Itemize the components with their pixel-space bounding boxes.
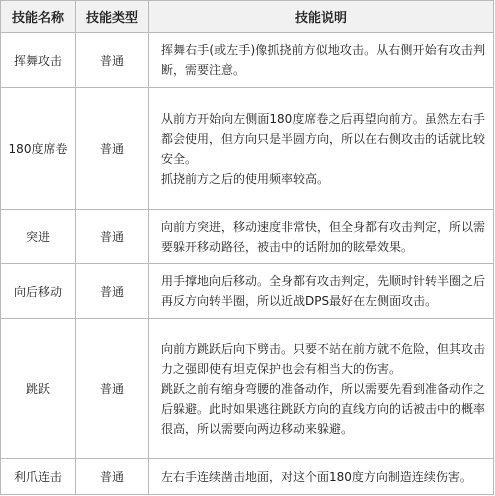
description-paragraph: 向前方跳跃后向下劈击。只要不站在前方就不危险，但其攻击力之强即使有坦克保护也会有相当大的伤害。 [161, 341, 486, 376]
description-paragraph: 用手撑地向后移动。全身都有攻击判定，先顺时针转半圈之后再反方向转半圈，所以近战DPS最好在左侧面攻击。 [161, 274, 486, 308]
skill-type: 普通 [76, 319, 149, 459]
skill-name: 突进 [1, 210, 76, 264]
table-row [1, 210, 494, 264]
table-row [1, 319, 494, 459]
header-row [1, 1, 494, 33]
skill-description [149, 264, 494, 319]
skill-name: 向后移动 [1, 264, 76, 319]
skill-description [149, 210, 494, 264]
table-row [1, 88, 494, 210]
header-skill-type: 技能类型 [76, 1, 149, 33]
skill-type: 普通 [76, 210, 149, 264]
table-row [1, 459, 494, 495]
description-paragraph: 左右手连续凿击地面，对这个面180度方向制造连续伤害。 [161, 469, 472, 484]
description-paragraph: 向前方突进，移动速度非常快，但全身都有攻击判定，所以需要躲开移动路径，被击中的话附加的眩晕效果。 [161, 219, 486, 254]
skill-type: 普通 [76, 88, 149, 210]
skill-name: 利爪连击 [1, 459, 76, 495]
table-header [1, 1, 494, 33]
description-paragraph: 挥舞右手(或左手)像抓挠前方似地攻击。从右侧开始有攻击判断，需要注意。 [161, 43, 485, 77]
description-paragraph: 跳跃之前有缩身弯腰的准备动作，所以需要先看到准备动作之后躲避。此时如果逃往跳跃方向的直线方向的话被击中的概率很高，所以需要向两边移动来躲避。 [161, 381, 486, 436]
skill-description [149, 319, 494, 459]
skill-type: 普通 [76, 459, 149, 495]
description-paragraph: 抓挠前方之后的使用频率较高。 [161, 171, 330, 186]
skill-type: 普通 [76, 264, 149, 319]
skill-name: 180度席卷 [1, 88, 76, 210]
header-skill-name: 技能名称 [1, 1, 76, 33]
skill-description [149, 33, 494, 88]
header-skill-description: 技能说明 [149, 1, 494, 33]
skill-description [149, 88, 494, 210]
description-paragraph: 从前方开始向左侧面180度席卷之后再望向前方。虽然左右手都会使用，但方向只是半圆方向，所以在右侧攻击的话就比较安全。 [161, 111, 486, 166]
skill-description [149, 459, 494, 495]
skill-name: 跳跃 [1, 319, 76, 459]
table-body [1, 33, 494, 495]
table-row [1, 33, 494, 88]
skill-type: 普通 [76, 33, 149, 88]
table-row [1, 264, 494, 319]
skill-name: 挥舞攻击 [1, 33, 76, 88]
